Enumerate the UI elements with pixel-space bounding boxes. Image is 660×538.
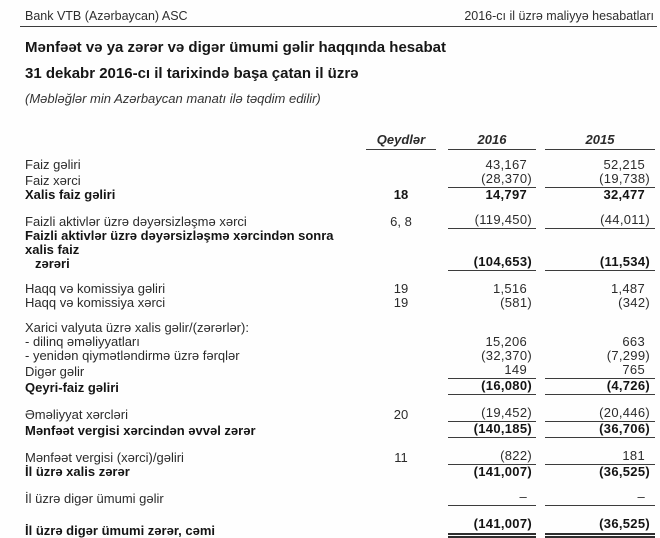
year-2016-column-header: 2016 [448,132,536,150]
table-row [25,158,655,172]
company-name: Bank VTB (Azərbaycan) ASC [25,9,188,23]
value-2015: 52,215 [603,157,645,172]
notes-cell: 19 [393,281,409,296]
row-label: Xalis faiz gəliri [25,187,116,202]
value-2016: (141,007) [448,517,536,538]
table-row [25,465,655,479]
page-header [25,9,654,23]
row-label: Faiz gəliri [25,157,81,172]
table-row [25,282,655,296]
value-2015: (36,706) [545,422,655,438]
table-body [25,158,655,538]
table-row [25,229,655,271]
value-2015: (36,525) [599,464,650,479]
value-2015: (11,534) [545,255,655,271]
value-2015: 663 [622,334,645,349]
value-2015: (20,446) [545,406,655,422]
value-2016: (32,370) [481,348,532,363]
row-label: - dilinq əməliyyatları [25,334,140,349]
table-row [25,321,655,335]
value-2016: 149 [448,363,536,379]
table-row [25,349,655,363]
value-2015: (19,738) [545,172,655,188]
value-2016: (119,450) [448,213,536,229]
row-label: Digər gəlir [25,364,85,379]
row-label: Qeyri-faiz gəliri [25,380,119,395]
table-row [25,406,655,422]
value-2016: (104,653) [448,255,536,271]
row-label: İl üzrə digər ümumi zərər, cəmi [25,523,216,538]
table-row [25,172,655,188]
table-row [25,188,655,202]
value-2015: 32,477 [603,187,645,202]
table-section [25,321,655,395]
table-row [25,517,655,538]
table-header-row [25,132,655,150]
table-row [25,296,655,310]
notes-cell: 11 [394,450,408,465]
row-label: Əməliyyat xərcləri [25,407,128,422]
notes-cell: 19 [393,295,409,310]
value-2016: (140,185) [448,422,536,438]
value-2016: 15,206 [485,334,527,349]
value-2015: (7,299) [606,348,650,363]
value-2016: (16,080) [448,379,536,395]
row-label: Faizli aktivlər üzrə dəyərsizləşmə xərci [25,214,247,229]
value-2015: (4,726) [545,379,655,395]
value-2016: 14,797 [485,187,527,202]
value-2016: (19,452) [448,406,536,422]
row-label: Haqq və komissiya xərci [25,295,166,310]
row-label: Faizli aktivlər üzrə dəyərsizləşmə xərcindən sonra xalis faiz zərəri [25,228,334,271]
notes-cell: 18 [393,187,409,202]
table-section [25,282,655,310]
units-note: (Məbləğlər min Azərbaycan manatı ilə təqdim edilir) [25,91,321,106]
row-label: - yenidən qiymətləndirmə üzrə fərqlər [25,348,240,363]
table-section [25,517,655,538]
table-section [25,158,655,202]
table-section [25,449,655,479]
value-2016: (28,370) [448,172,536,188]
notes-cell: 20 [393,407,409,422]
table-row [25,422,655,438]
value-2015: (342) [618,295,650,310]
row-label: İl üzrə digər ümumi gəlir [25,491,164,506]
value-2015: 181 [545,449,655,465]
row-label: Xarici valyuta üzrə xalis gəlir/(zərərlər): [25,320,249,335]
year-2015-column-header: 2015 [545,132,655,150]
table-row [25,335,655,349]
table-row [25,379,655,395]
table-section [25,213,655,271]
income-statement-table [25,132,655,538]
report-name: 2016-cı il üzrə maliyyə hesabatları [464,9,654,23]
table-row [25,363,655,379]
value-2016: (822) [448,449,536,465]
table-row [25,490,655,506]
value-2015: 765 [545,363,655,379]
value-2015: 1,487 [610,281,645,296]
value-2016: (581) [500,295,532,310]
row-label: Faiz xərci [25,173,81,188]
notes-cell: 6, 8 [390,214,412,229]
value-2015: – [545,490,655,506]
value-2015: (44,011) [545,213,655,229]
table-row [25,213,655,229]
table-section [25,490,655,506]
value-2016: 1,516 [492,281,527,296]
statement-period: 31 dekabr 2016-cı il tarixində başa çatan il üzrə [25,65,359,82]
row-label: İl üzrə xalis zərər [25,464,130,479]
statement-title: Mənfəət və ya zərər və digər ümumi gəlir haqqında hesabat [25,39,446,56]
value-2016: 43,167 [485,157,527,172]
value-2016: (141,007) [473,464,532,479]
row-label: Mənfəət vergisi xərcindən əvvəl zərər [25,423,256,438]
notes-column-header: Qeydlər [366,132,436,150]
table-row [25,449,655,465]
value-2015: (36,525) [545,517,655,538]
row-label: Mənfəət vergisi (xərci)/gəliri [25,450,184,465]
value-2016: – [448,490,536,506]
header-divider [20,26,657,27]
table-section [25,406,655,438]
row-label: Haqq və komissiya gəliri [25,281,166,296]
